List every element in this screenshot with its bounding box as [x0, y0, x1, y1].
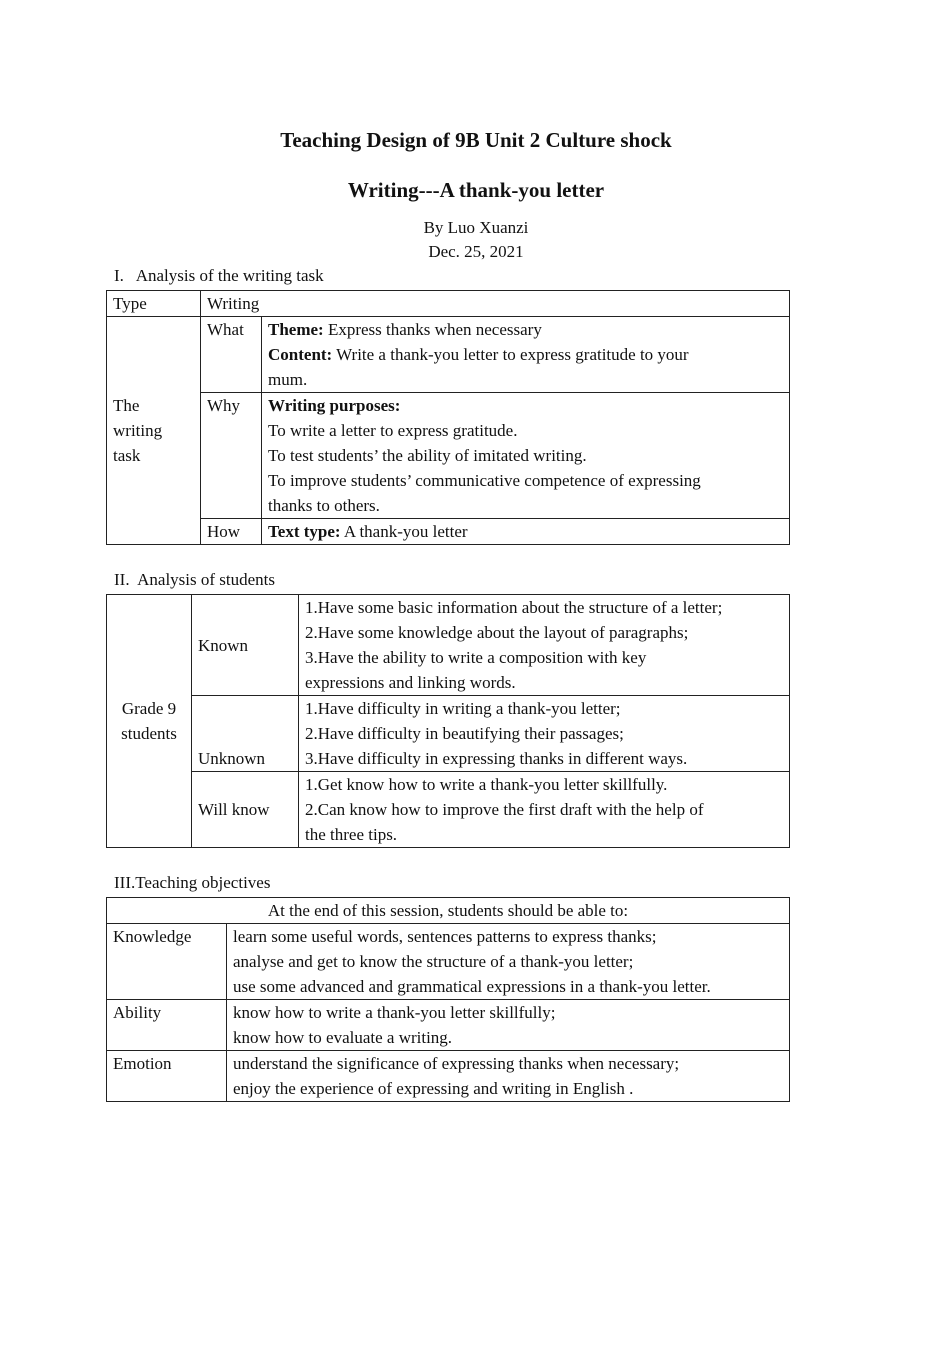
- author-line: By Luo Xuanzi: [423, 218, 529, 237]
- students-group-label: Grade 9 students: [107, 595, 192, 848]
- students-table: [106, 594, 790, 848]
- writing-task-group-label: The writing task: [107, 317, 201, 545]
- how-content: Text type: A thank-you letter: [262, 519, 790, 545]
- date-line: Dec. 25, 2021: [428, 242, 524, 261]
- table-row: [107, 291, 790, 317]
- known-content: 1.Have some basic information about the structure of a letter; 2.Have some knowledge about the layout of paragraphs; 3.Have the ability to write a composition with key expressions and linking words.: [299, 595, 790, 696]
- table-row: [107, 595, 790, 696]
- table-row: [107, 898, 790, 924]
- known-label: Known: [192, 595, 299, 696]
- table-row: [107, 1051, 790, 1102]
- knowledge-content: learn some useful words, sentences patterns to express thanks; analyse and get to know the structure of a thank-you letter; use some advanced and grammatical expressions in a thank-you letter.: [227, 924, 790, 1000]
- document-subtitle: Writing---A thank-you letter: [347, 178, 605, 202]
- knowledge-label: Knowledge: [107, 924, 227, 1000]
- table-row: [107, 696, 790, 772]
- table-row: [107, 1000, 790, 1051]
- emotion-content: understand the significance of expressing thanks when necessary; enjoy the experience of expressing and writing in English .: [227, 1051, 790, 1102]
- document-title: Teaching Design of 9B Unit 2 Culture shock: [280, 128, 672, 152]
- why-label: Why: [201, 393, 262, 519]
- writing-task-table: [106, 290, 790, 545]
- table-row: [107, 393, 790, 519]
- type-label: Type: [107, 291, 201, 317]
- section2-heading: II. Analysis of students: [114, 570, 276, 589]
- ability-content: know how to write a thank-you letter skillfully; know how to evaluate a writing.: [227, 1000, 790, 1051]
- emotion-label: Emotion: [107, 1051, 227, 1102]
- objectives-intro: At the end of this session, students should be able to:: [107, 898, 790, 924]
- ability-label: Ability: [107, 1000, 227, 1051]
- table-row: [107, 772, 790, 848]
- what-label: What: [201, 317, 262, 393]
- unknown-label: Unknown: [192, 696, 299, 772]
- table-row: [107, 317, 790, 393]
- section3-heading: III.Teaching objectives: [114, 873, 271, 892]
- why-content: Writing purposes: To write a letter to express gratitude. To test students’ the ability of imitated writing. To improve students’ communicative competence of expressing thanks to others.: [262, 393, 790, 519]
- will-know-content: 1.Get know how to write a thank-you letter skillfully. 2.Can know how to improve the first draft with the help of the three tips.: [299, 772, 790, 848]
- unknown-content: 1.Have difficulty in writing a thank-you letter; 2.Have difficulty in beautifying their passages; 3.Have difficulty in expressing thanks in different ways.: [299, 696, 790, 772]
- table-row: [107, 519, 790, 545]
- type-value: Writing: [201, 291, 790, 317]
- will-know-label: Will know: [192, 772, 299, 848]
- what-content: Theme: Express thanks when necessary Content: Write a thank-you letter to express gratitude to your mum.: [262, 317, 790, 393]
- objectives-table: [106, 897, 790, 1102]
- table-row: [107, 924, 790, 1000]
- how-label: How: [201, 519, 262, 545]
- section1-heading: I. Analysis of the writing task: [114, 266, 324, 285]
